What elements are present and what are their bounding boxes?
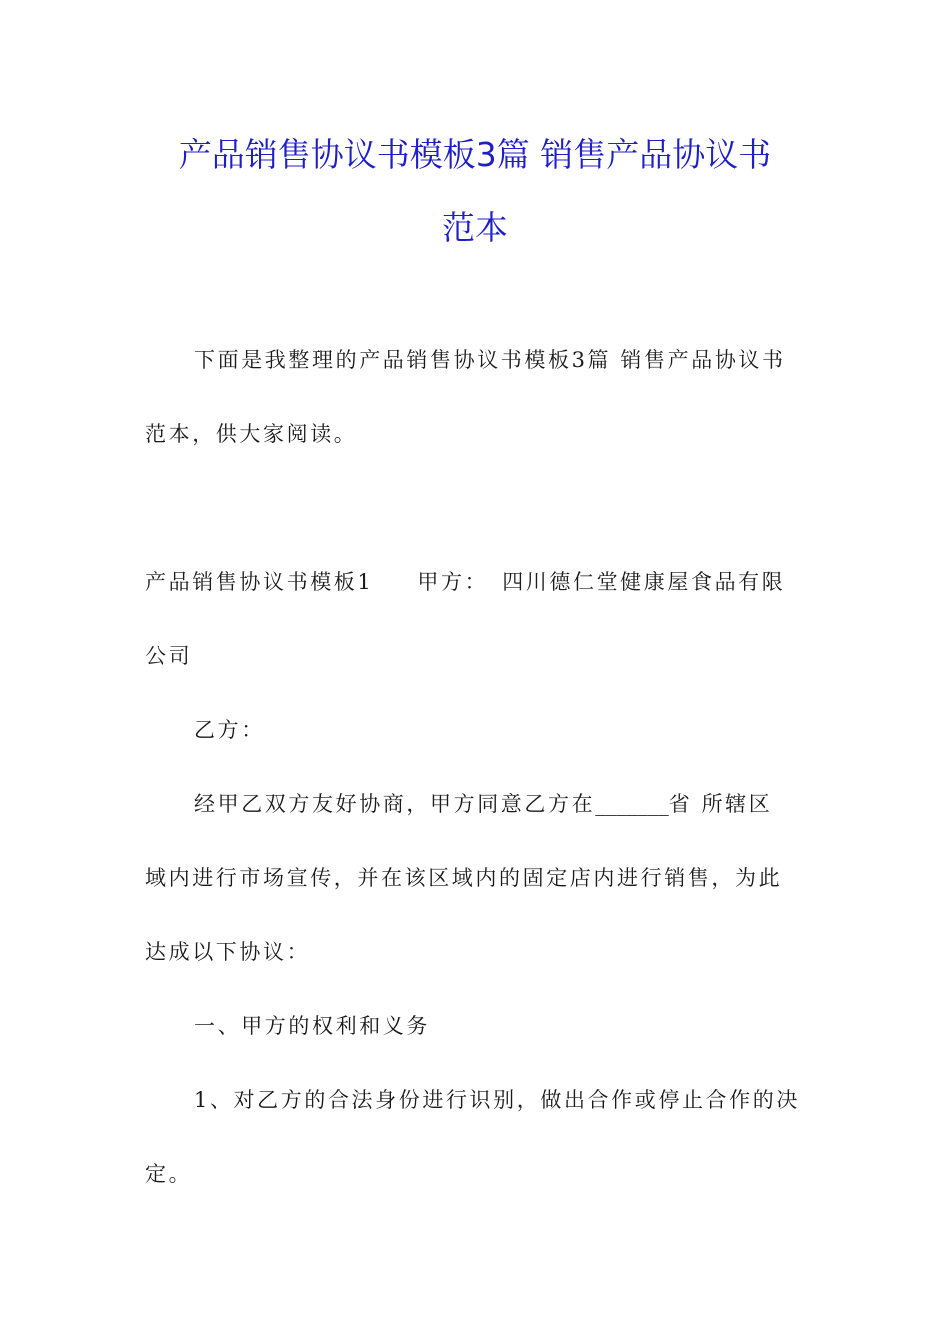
intro-paragraph-line-1: 下面是我整理的产品销售协议书模板3篇 销售产品协议书 <box>194 348 786 372</box>
province-blank: _______ <box>595 792 669 816</box>
document-title-continued: 范本 <box>442 208 508 247</box>
section-heading-line <box>145 567 810 597</box>
agreement-text-2: 省 所辖区 <box>668 792 773 816</box>
clause-1-line-2: 定。 <box>145 1162 193 1186</box>
clause-heading: 一、甲方的权利和义务 <box>194 1014 430 1038</box>
party-a-label: 甲方： <box>417 570 489 594</box>
intro-paragraph-line-2: 范本，供大家阅读。 <box>145 422 358 446</box>
party-b-label: 乙方： <box>194 718 265 742</box>
party-a-name-continued: 公司 <box>145 644 193 668</box>
agreement-line-2: 域内进行市场宣传，并在该区域内的固定店内进行销售，为此 <box>145 866 783 890</box>
agreement-text-1: 经甲乙双方友好协商，甲方同意乙方在 <box>194 792 596 816</box>
agreement-line-1 <box>194 789 810 819</box>
document-title: 产品销售协议书模板3篇 销售产品协议书 <box>178 135 772 174</box>
section-heading: 产品销售协议书模板1 <box>145 570 374 594</box>
agreement-line-3: 达成以下协议： <box>145 940 311 964</box>
party-a-name: 四川德仁堂健康屋食品有限 <box>502 570 786 594</box>
clause-1-line-1: 1、对乙方的合法身份进行识别，做出合作或停止合作的决 <box>194 1088 800 1112</box>
